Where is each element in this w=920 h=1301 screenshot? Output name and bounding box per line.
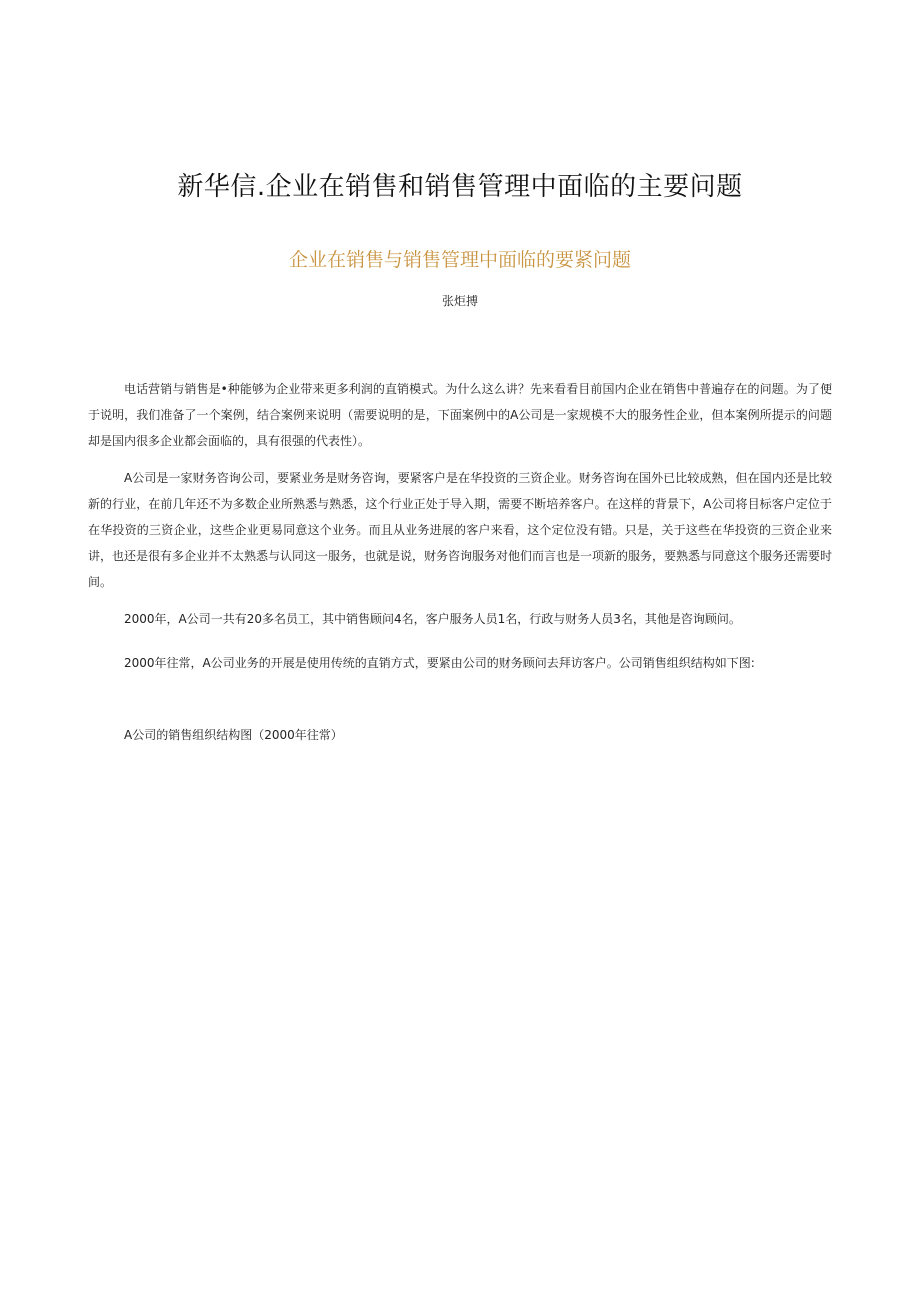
paragraph-intro: 电话营销与销售是•种能够为企业带来更多利润的直销模式。为什么这么讲？先来看看目前国内企业在销售中普遍存在的问题。为了便于说明，我们准备了一个案例，结合案例来说明（需要说明的是，下面案例中的A公司是一家规模不大的服务性企业，但本案例所提示的问题却是国内很多企业都会面临的，具有很强的代表性）。 [88, 382, 832, 448]
document-subtitle: 企业在销售与销售管理中面临的要紧问题 [288, 249, 631, 271]
paragraph-sales-method: 2000年往常，A公司业务的开展是使用传统的直销方式，要紧由公司的财务顾问去拜访客户。公司销售组织结构如下图: [124, 656, 755, 670]
author-name: 张炬搏 [441, 294, 478, 308]
figure-caption: A公司的销售组织结构图（2000年往常） [124, 728, 343, 742]
document-title: 新华信.企业在销售和销售管理中面临的主要问题 [177, 172, 743, 202]
paragraph-company-background: A公司是一家财务咨询公司，要紧业务是财务咨询，要紧客户是在华投资的三资企业。财务咨询在国外已比较成熟，但在国内还是比较新的行业，在前几年还不为多数企业所熟悉与熟悉，这个行业正处于导入期，需要不断培养客户。在这样的背景下，A公司将目标客户定位于在华投资的三资企业，这些企业更易同意这个业务。而且从业务进展的客户来看，这个定位没有错。只是，关于这些在华投资的三资企业来讲，也还是很有多企业并不太熟悉与认同这一服务，也就是说，财务咨询服务对他们而言也是一项新的服务，要熟悉与同意这个服务还需要时间。 [88, 471, 833, 589]
paragraph-staff: 2000年，A公司一共有20多名员工，其中销售顾问4名，客户服务人员1名，行政与财务人员3名，其他是咨询顾问。 [124, 612, 741, 626]
